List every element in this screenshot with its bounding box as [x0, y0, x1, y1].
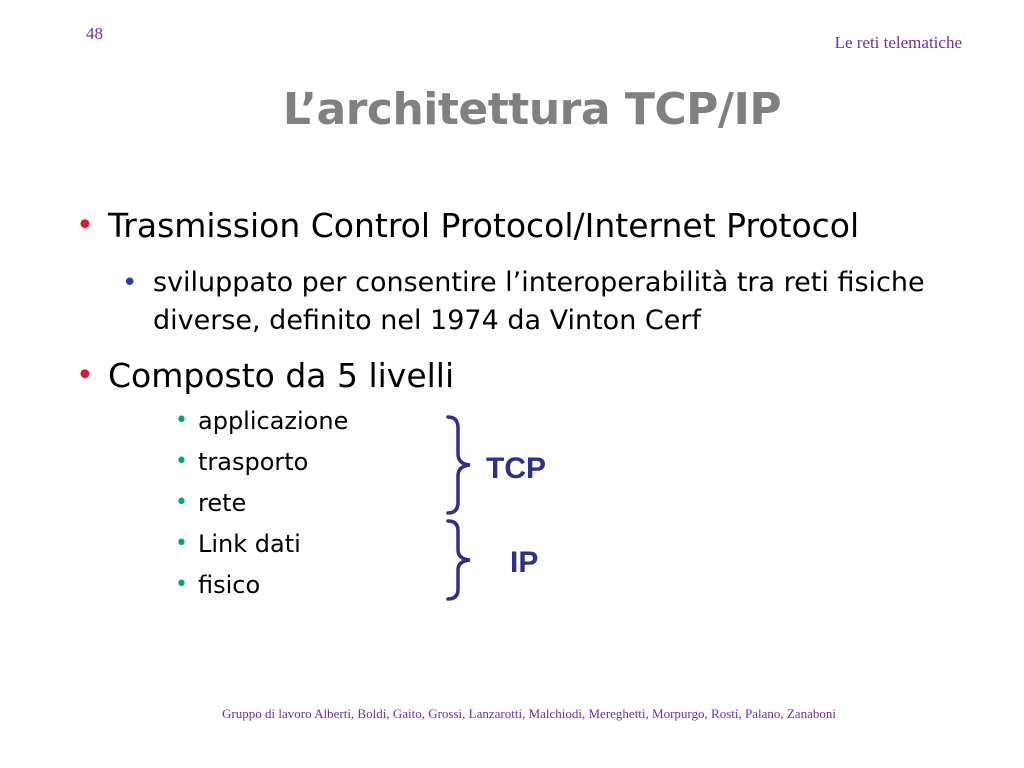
slide-title: L’architettura TCP/IP	[282, 84, 782, 135]
section-title: Le reti telematiche	[834, 33, 962, 52]
bullet-dot-icon: •	[175, 531, 188, 556]
bullet-dot-icon: •	[175, 408, 188, 433]
curly-brace-icon	[440, 414, 476, 516]
bullet-dot-icon: •	[76, 208, 94, 243]
bullet-dot-icon: •	[175, 572, 188, 597]
curly-brace-icon	[440, 518, 476, 602]
bullet-dot-icon: •	[175, 490, 188, 515]
bullet-text: Composto da 5 livelli	[108, 356, 455, 395]
tcp-group-label: TCP	[486, 452, 546, 485]
layer-label: fisico	[198, 571, 261, 599]
bullet-dot-icon: •	[122, 268, 138, 298]
bullet-text: Trasmission Control Protocol/Internet Protocol	[108, 206, 860, 245]
layer-label: trasporto	[198, 448, 309, 476]
layer-label: Link dati	[198, 530, 301, 558]
ip-group-label: IP	[510, 546, 539, 579]
footer-credits: Gruppo di lavoro Alberti, Boldi, Gaito, Grossi, Lanzarotti, Malchiodi, Mereghetti, Morpurgo, Rosti, Palano, Zanaboni	[222, 706, 836, 721]
layer-label: rete	[198, 489, 247, 517]
bullet-text: sviluppato per consentire l’interoperabilità tra reti fisiche diverse, definito nel 1974 da Vinton Cerf	[153, 267, 925, 336]
page-number: 48	[86, 24, 103, 43]
bullet-dot-icon: •	[76, 358, 94, 393]
layer-label: applicazione	[198, 407, 349, 435]
bullet-dot-icon: •	[175, 449, 188, 474]
